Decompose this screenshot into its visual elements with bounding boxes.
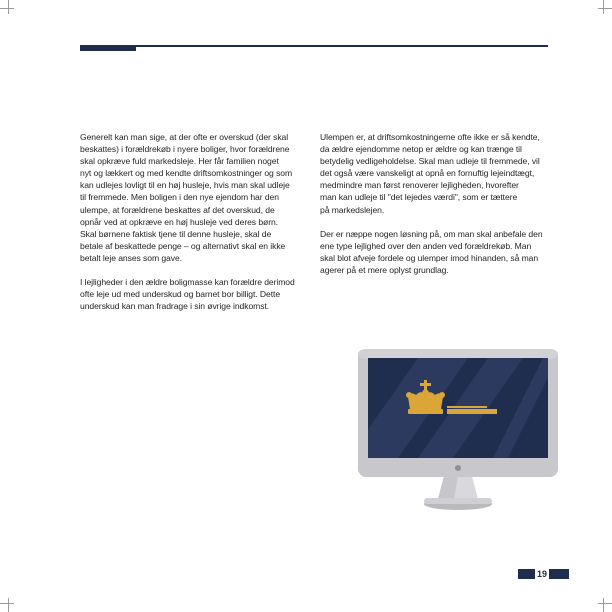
crop-mark — [603, 598, 604, 612]
crop-mark — [0, 603, 14, 604]
crop-mark — [598, 8, 612, 9]
crop-mark — [603, 0, 604, 14]
paragraph: Generelt kan man sige, at der ofte er overskud (der skal beskattes) i forældrekøb i nyere boliger, hvor forældrene skal opkræve fuld markedsleje. Her får familien noget nyt og lækkert og med kendte driftsomkostninger og som kan udlejes lovligt til en høj husleje, hvis man skal udleje til fremmede. Men boligen i den nye ejendom har den ulempe, at forældrene beskattes af det overskud, de opnår ved at opkræve en høj husleje ved deres børn. Skal børnene faktisk tjene til denne husleje, skal de betale af beskattede penge – og alternativt skal en ikke betalt leje anses som gave. — [80, 132, 293, 263]
crop-mark — [0, 8, 14, 9]
left-text-column — [80, 131, 308, 325]
crop-mark — [8, 0, 9, 14]
header-accent-block — [80, 45, 136, 51]
page-number: 19 — [536, 569, 547, 579]
paragraph: Der er næppe nogen løsning på, om man skal anbefale den ene type lejlighed over den anden ved forældrekøb. Man skal blot afveje fordele og ulemper imod hinanden, så man agerer på et mere oplyst grundlag. — [320, 228, 543, 276]
monitor-illustration — [358, 349, 558, 516]
paragraph: Ulempen er, at driftsomkostningerne ofte ikke er så kendte, da ældre ejendomme netop er ældre og kan trænge til betydelig vedligeholdelse. Skal man udleje til fremmede, vil det også være vanskeligt at opnå en fornuftig lejeindtægt, medmindre man først renoverer lejligheden, hvorefter man kan udleje til "det lejedes værdi", som er tættere på markedslejen. — [320, 132, 540, 215]
right-text-column — [320, 131, 548, 288]
header-rule — [80, 45, 548, 47]
crop-mark — [8, 598, 9, 612]
paragraph: I lejligheder i den ældre boligmasse kan forældre derimod ofte leje ud med underskud og barnet bor billigt. Dette underskud kan man fradrage i sin øvrige indkomst. — [80, 277, 295, 312]
power-button — [455, 465, 461, 471]
crop-mark — [598, 603, 612, 604]
